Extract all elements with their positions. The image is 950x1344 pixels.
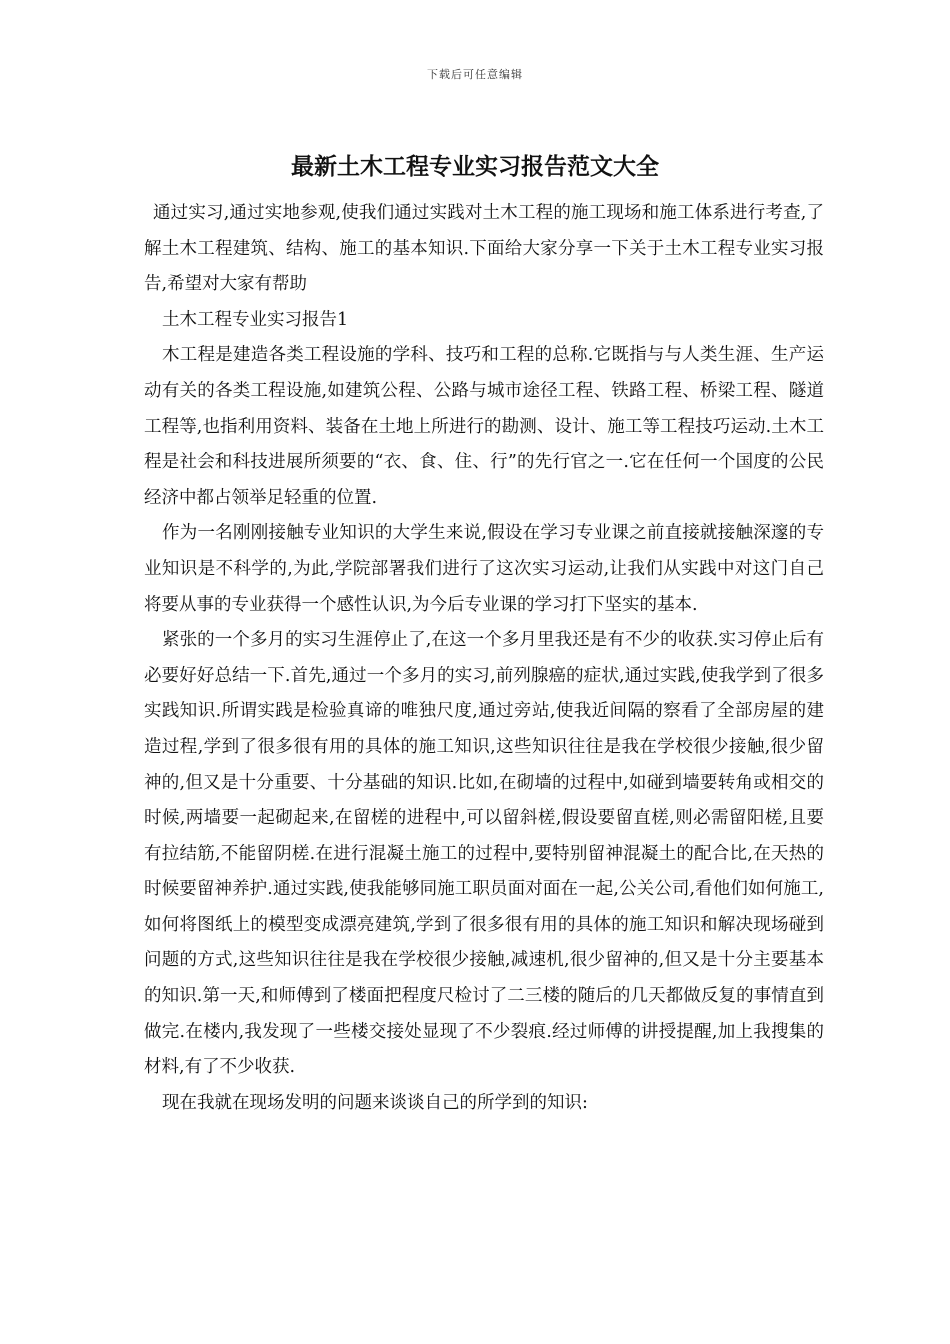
body-paragraph: 木工程是建造各类工程设施的学科、技巧和工程的总称.它既指与与人类生涯、生产运动有关的各类工程设施,如建筑公程、公路与城市途径工程、铁路工程、桥梁工程、隧道工程等,也指利用资料、装备在土地上所进行的勘测、设计、施工等工程技巧运动.土木工程是社会和科技进展所须要的“衣、食、住、行”的先行官之一.它在任何一个国度的公民经济中都占领举足轻重的位置.: [144, 345, 824, 508]
header-note: 下载后可任意编辑: [427, 68, 523, 81]
document-body: [144, 196, 824, 1121]
body-paragraph: 紧张的一个多月的实习生涯停止了,在这一个多月里我还是有不少的收获.实习停止后有必要好好总结一下.首先,通过一个多月的实习,前列腺癌的症状,通过实践,使我学到了很多实践知识.所谓实践是检验真谛的唯独尺度,通过旁站,使我近间隔的察看了全部房屋的建造过程,学到了很多很有用的具体的施工知识,这些知识往往是我在学校很少接触,很少留神的,但又是十分重要、十分基础的知识.比如,在砌墙的过程中,如碰到墙要转角或相交的时候,两墙要一起砌起来,在留槎的进程中,可以留斜槎,假设要留直槎,则必需留阳槎,且要有拉结筋,不能留阴槎.在进行混凝土施工的过程中,要特别留神混凝土的配合比,在天热的时候要留神养护.通过实践,使我能够同施工职员面对面在一起,公关公司,看他们如何施工,如何将图纸上的模型变成漂亮建筑,学到了很多很有用的具体的施工知识和解决现场碰到问题的方式,这些知识往往是我在学校很少接触,减速机,很少留神的,但又是十分主要基本的知识.第一天,和师傅到了楼面把程度尺检讨了二三楼的随后的几天都做反复的事情直到做完.在楼内,我发现了一些楼交接处显现了不少裂痕.经过师傅的讲授提醒,加上我搜集的材料,有了不少收获.: [144, 630, 824, 1078]
section-heading: 土木工程专业实习报告1: [162, 309, 349, 330]
document-title: 最新土木工程专业实习报告范文大全: [291, 153, 659, 180]
body-paragraph: 作为一名刚刚接触专业知识的大学生来说,假设在学习专业课之前直接就接触深邃的专业知识是不科学的,为此,学院部署我们进行了这次实习运动,让我们从实践中对这门自己将要从事的专业获得一个感性认识,为今后专业课的学习打下坚实的基本.: [144, 523, 824, 615]
body-paragraph: 现在我就在现场发明的问题来谈谈自己的所学到的知识:: [162, 1092, 588, 1113]
intro-paragraph: 通过实习,通过实地参观,使我们通过实践对土木工程的施工现场和施工体系进行考查,了解土木工程建筑、结构、施工的基本知识.下面给大家分享一下关于土木工程专业实习报告,希望对大家有帮助: [144, 203, 824, 295]
